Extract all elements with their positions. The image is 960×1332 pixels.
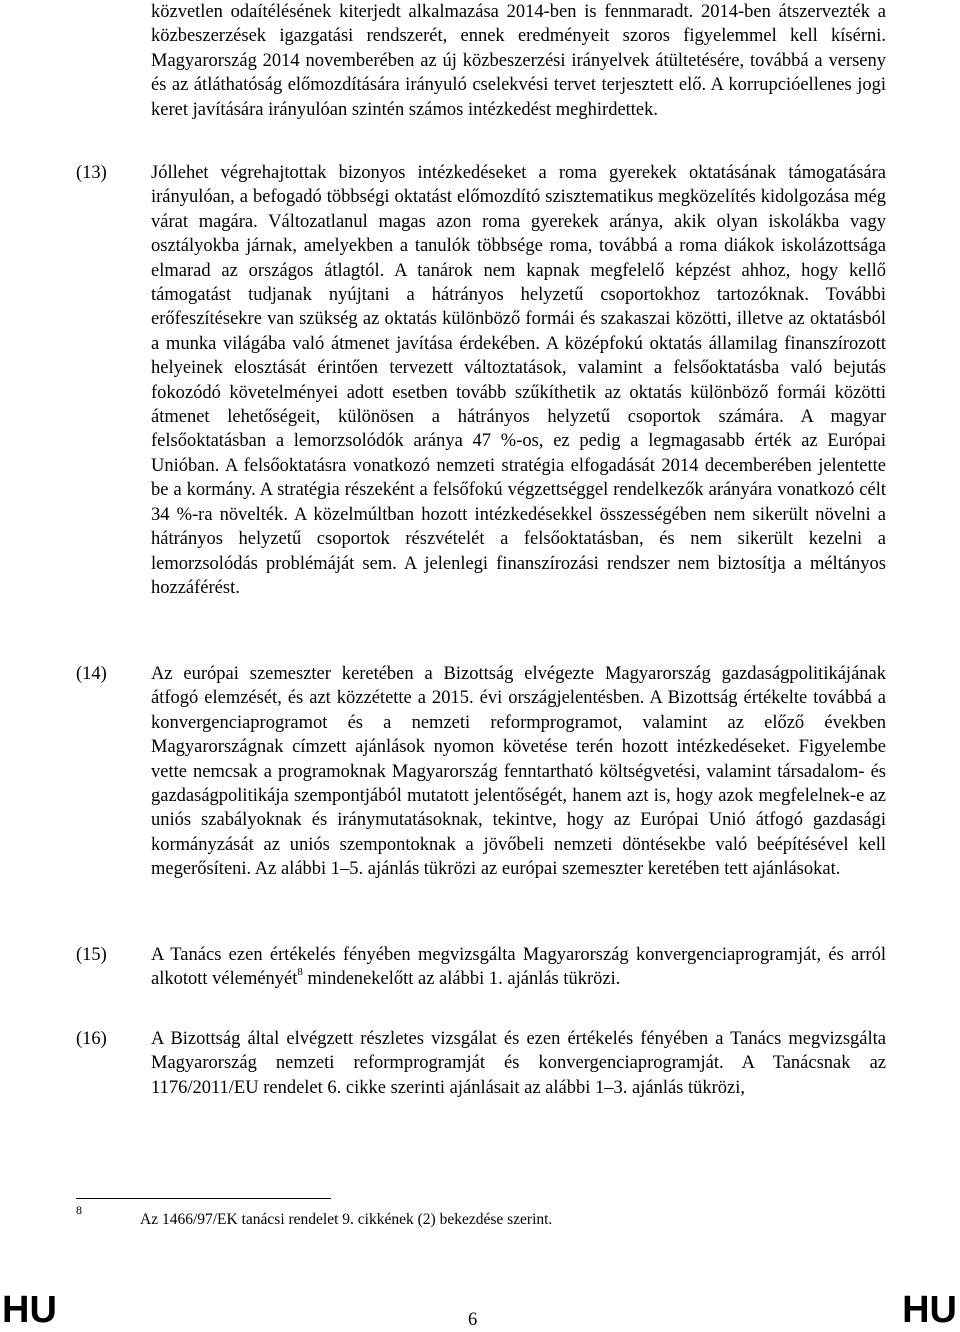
- paragraph-text-before: A Tanács ezen értékelés fényében megvizsgálta Magyarország konvergenciaprogramját, és arról alkotott véleményét: [151, 945, 886, 990]
- page-number: 6: [468, 1310, 478, 1330]
- paragraph-text: A Bizottság által elvégzett részletes vizsgálat és ezen értékelés fényében a Tanács megvizsgálta Magyarország nemzeti reformprogramját és konvergenciaprogramját. A Tanácsnak az 1176/2011/EU rendelet 6. cikke szerinti ajánlásait az alábbi 1–3. ajánlás tükrözi,: [151, 1029, 886, 1098]
- footnote-text: Az 1466/97/EK tanácsi rendelet 9. cikkének (2) bekezdése szerint.: [140, 1211, 553, 1228]
- footnote-number: 8: [76, 1203, 82, 1217]
- paragraph-number: (15): [76, 945, 107, 965]
- paragraph-text: Jóllehet végrehajtottak bizonyos intézkedéseket a roma gyerekek oktatásának támogatására irányulóan, a befogadó többségi oktatást előmozdító szisztematikus megközelítés kidolgozása még várat magára. Változatlanul magas azon roma gyerekek aránya, akik olyan iskolákba vagy osztályokba járnak, amelyekben a tanulók többsége roma, továbbá a roma diákok iskolázottsága elmarad az országos átlagtól. A tanárok nem kapnak megfelelő képzést ahhoz, hogy kellő támogatást tudjanak nyújtani a hátrányos helyzetű csoportokhoz tartozóknak. További erőfeszítésekre van szükség az oktatás különböző formái és szakaszai közötti, illetve az oktatásból a munka világába való átmenet javítása érdekében. A középfokú oktatás államilag finanszírozott helyeinek elosztását érintően tervezett változtatások, valamint a felsőoktatásba való bejutás fokozódó követelményei adott esetben tovább szűkíthetik az oktatás különböző formái közötti átmenet lehetőségeit, különösen a hátrányos helyzetű csoportok számára. A magyar felsőoktatásban a lemorzsolódók aránya 47 %-os, ez pedig a legmagasabb érték az Európai Unióban. A felsőoktatásra vonatkozó nemzeti stratégia elfogadását 2014 decemberében jelentette be a kormány. A stratégia részeként a felsőfokú végzettséggel rendelkezők arányára vonatkozó célt 34 %-ra növelték. A közelmúltban hozott intézkedésekkel összességében nem sikerült növelni a hátrányos helyzetű csoportok részvételét a felsőoktatásban, és nem sikerült kezelni a lemorzsolódás problémáját sem. A jelenlegi finanszírozási rendszer nem biztosítja a méltányos hozzáférést.: [151, 163, 886, 598]
- paragraph-text: [151, 943, 886, 992]
- continuation-paragraph: közvetlen odaítélésének kiterjedt alkalmazása 2014-ben is fennmaradt. 2014-ben átszervezték a közbeszerzések igazgatási rendszerét, ennek eredményeit szoros figyelemmel kell kísérni. Magyarország 2014 novemberében az új közbeszerzési irányelvek átültetésére, továbbá a verseny és az átláthatóság előmozdítására irányuló cselekvési tervet terjesztett elő. A korrupcióellenes jogi keret javítására irányulóan szintén számos intézkedést meghirdettek.: [151, 2, 886, 120]
- paragraph-number: (14): [76, 664, 107, 684]
- footer-language-left: HU: [2, 1289, 57, 1331]
- paragraph-text: Az európai szemeszter keretében a Bizottság elvégezte Magyarország gazdaságpolitikájának átfogó elemzését, és azt közzétette a 2015. évi országjelentésben. A Bizottság értékelte továbbá a konvergenciaprogramot és a nemzeti reformprogramot, valamint az előző években Magyarországnak címzett ajánlások nyomon követése terén hozott intézkedéseket. Figyelembe vette nemcsak a programoknak Magyarország fenntartható költségvetési, valamint társadalom- és gazdaságpolitikája szempontjából mutatott jelentőségét, hanem azt is, hogy azok megfelelnek-e az uniós szabályoknak és iránymutatásoknak, tekintve, hogy az Európai Unió átfogó gazdasági kormányzását az uniós szempontoknak a jövőbeli nemzeti döntésekbe való beépítésével kell megerősíteni. Az alábbi 1–5. ajánlás tükrözi az európai szemeszter keretében tett ajánlásokat.: [151, 664, 886, 880]
- paragraph-number: (16): [76, 1029, 107, 1049]
- footnote-separator: [76, 1198, 331, 1199]
- paragraph-number: (13): [76, 163, 107, 183]
- footnote-reference[interactable]: 8: [297, 966, 303, 979]
- footer-language-right: HU: [902, 1289, 957, 1331]
- paragraph-text-after: mindenekelőtt az alábbi 1. ajánlás tükrözi.: [302, 969, 621, 990]
